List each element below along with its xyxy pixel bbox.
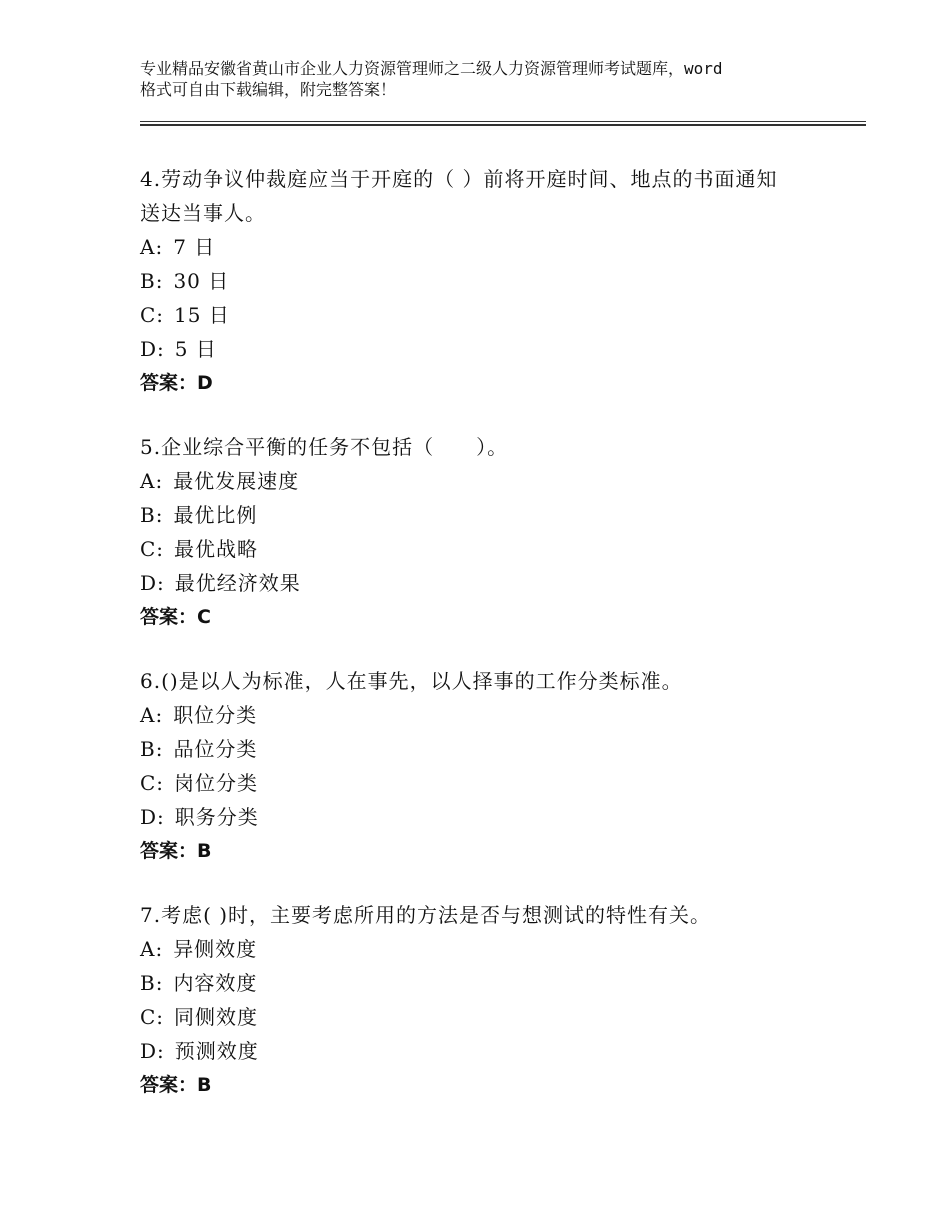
- answer-line: [140, 600, 830, 634]
- option-text: 职位分类: [173, 703, 258, 727]
- option-text: 最优比例: [173, 503, 258, 527]
- option-b: [140, 264, 830, 298]
- option-text: 最优经济效果: [174, 571, 301, 595]
- option-text: 7 日: [173, 235, 216, 259]
- option-text: 品位分类: [173, 737, 258, 761]
- answer-line: [140, 1068, 830, 1102]
- document-header: [140, 58, 820, 100]
- header-divider: [140, 121, 866, 127]
- question-item: [140, 162, 830, 400]
- option-c: [140, 298, 830, 332]
- option-letter: C:: [140, 303, 165, 327]
- answer-label: 答案：: [140, 840, 198, 862]
- option-letter: D:: [140, 571, 165, 595]
- question-stem: [140, 162, 830, 230]
- option-d: [140, 1034, 830, 1068]
- option-letter: A:: [140, 937, 164, 961]
- option-text: 最优战略: [174, 537, 259, 561]
- option-letter: B:: [140, 269, 164, 293]
- option-d: [140, 566, 830, 600]
- option-letter: A:: [140, 703, 164, 727]
- question-stem: [140, 898, 830, 932]
- header-title-line-2: 格式可自由下载编辑，附完整答案！: [140, 80, 397, 99]
- question-stem-line: 送达当事人。: [140, 201, 266, 225]
- option-text: 岗位分类: [174, 771, 259, 795]
- option-text: 内容效度: [173, 971, 258, 995]
- answer-label: 答案：: [140, 606, 198, 628]
- option-c: [140, 1000, 830, 1034]
- option-text: 职务分类: [174, 805, 259, 829]
- option-text: 同侧效度: [174, 1005, 259, 1029]
- answer-value: C: [197, 606, 211, 628]
- question-stem-line: 4.劳动争议仲裁庭应当于开庭的（ ）前将开庭时间、地点的书面通知: [140, 167, 778, 191]
- option-text: 5 日: [174, 337, 217, 361]
- question-stem-line: 7.考虑( )时，主要考虑所用的方法是否与想测试的特性有关。: [140, 903, 712, 927]
- option-letter: B:: [140, 503, 164, 527]
- option-b: [140, 966, 830, 1000]
- option-letter: D:: [140, 1039, 165, 1063]
- option-text: 15 日: [174, 303, 230, 327]
- question-stem: [140, 664, 830, 698]
- answer-label: 答案：: [140, 1074, 198, 1096]
- option-a: [140, 230, 830, 264]
- option-a: [140, 932, 830, 966]
- option-letter: B:: [140, 971, 164, 995]
- option-a: [140, 698, 830, 732]
- answer-label: 答案：: [140, 372, 198, 394]
- answer-value: B: [197, 840, 212, 862]
- question-stem: [140, 430, 830, 464]
- option-letter: C:: [140, 537, 165, 561]
- option-letter: D:: [140, 805, 165, 829]
- option-text: 最优发展速度: [173, 469, 300, 493]
- option-c: [140, 532, 830, 566]
- option-letter: B:: [140, 737, 164, 761]
- answer-line: [140, 834, 830, 868]
- question-stem-line: 6.()是以人为标准，人在事先，以人择事的工作分类标准。: [140, 669, 683, 693]
- question-item: [140, 664, 830, 868]
- answer-line: [140, 366, 830, 400]
- option-letter: C:: [140, 771, 165, 795]
- option-a: [140, 464, 830, 498]
- option-letter: A:: [140, 469, 164, 493]
- option-letter: A:: [140, 235, 164, 259]
- question-stem-line: 5.企业综合平衡的任务不包括（ ）。: [140, 435, 509, 459]
- option-text: 异侧效度: [173, 937, 258, 961]
- question-item: [140, 430, 830, 634]
- option-letter: C:: [140, 1005, 165, 1029]
- option-letter: D:: [140, 337, 165, 361]
- question-item: [140, 898, 830, 1102]
- header-title-line-1: 专业精品安徽省黄山市企业人力资源管理师之二级人力资源管理师考试题库，word: [140, 59, 723, 78]
- option-c: [140, 766, 830, 800]
- option-b: [140, 498, 830, 532]
- option-text: 预测效度: [174, 1039, 259, 1063]
- option-b: [140, 732, 830, 766]
- option-d: [140, 332, 830, 366]
- answer-value: B: [197, 1074, 212, 1096]
- option-text: 30 日: [173, 269, 230, 293]
- option-d: [140, 800, 830, 834]
- question-list: [140, 162, 830, 1132]
- answer-value: D: [197, 372, 213, 394]
